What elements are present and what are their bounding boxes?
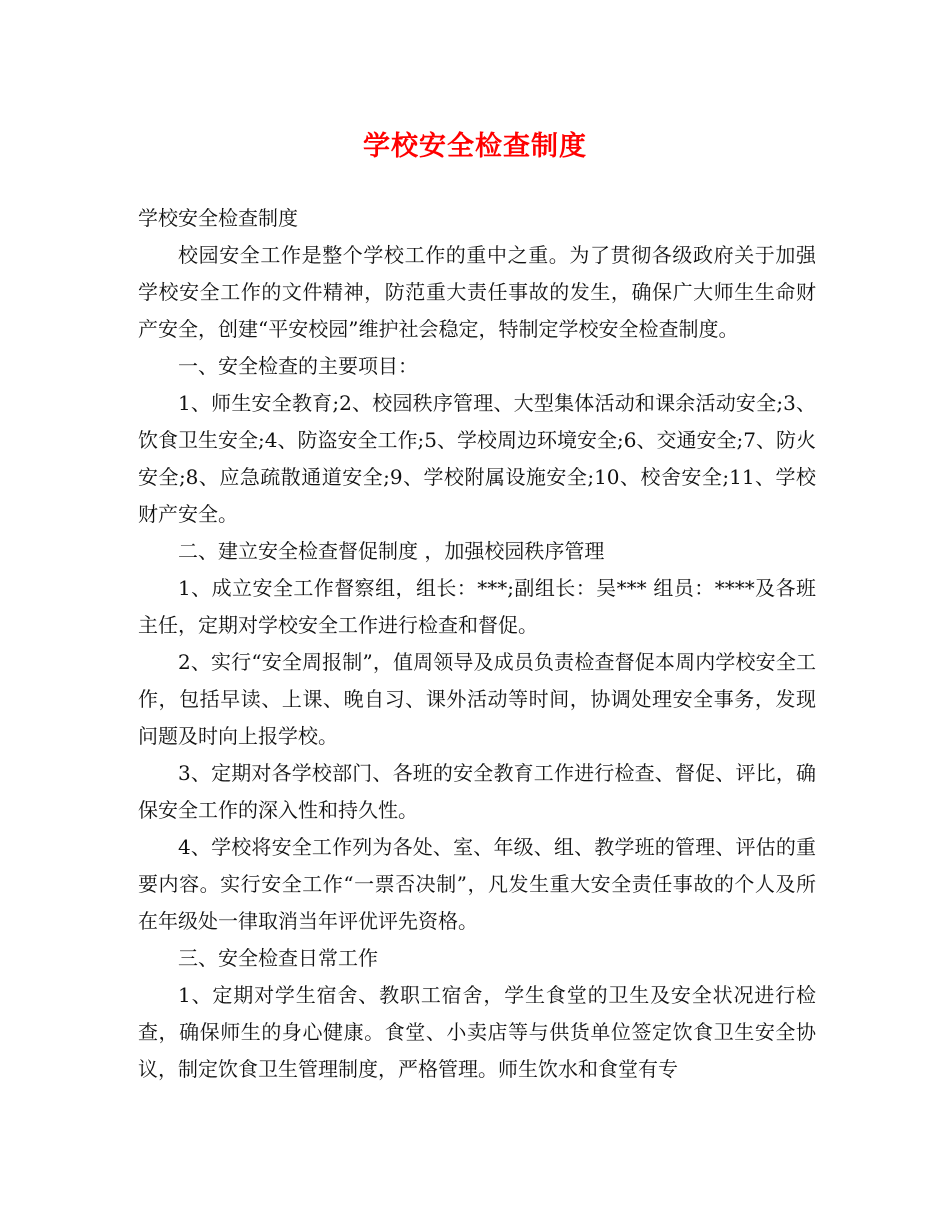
document-body: [138, 200, 816, 1088]
paragraph-intro: 校园安全工作是整个学校工作的重中之重。为了贯彻各级政府关于加强学校安全工作的文件精神，防范重大责任事故的发生，确保广大师生生命财产安全，创建“平安校园”维护社会稳定，特制定学校安全检查制度。: [138, 243, 816, 341]
section-heading-1: 一、安全检查的主要项目：: [178, 354, 418, 378]
paragraph-item: 4、学校将安全工作列为各处、室、年级、组、教学班的管理、评估的重要内容。实行安全工作“一票否决制”，凡发生重大安全责任事故的个人及所在年级处一律取消当年评优评先资格。: [138, 835, 816, 933]
paragraph-item: 3、定期对各学校部门、各班的安全教育工作进行检查、督促、评比，确保安全工作的深入性和持久性。: [138, 761, 816, 822]
paragraph-inspection-items: 1、师生安全教育;2、校园秩序管理、大型集体活动和课余活动安全;3、饮食卫生安全;4、防盗安全工作;5、学校周边环境安全;6、交通安全;7、防火安全;8、应急疏散通道安全;9、学校附属设施安全;10、校舍安全;11、学校财产安全。: [138, 391, 816, 526]
section-heading-2: 二、建立安全检查督促制度 ，加强校园秩序管理: [178, 539, 605, 563]
paragraph-heading: 学校安全检查制度: [138, 206, 298, 230]
paragraph-item: 2、实行“安全周报制”，值周领导及成员负责检查督促本周内学校安全工作，包括早读、上课、晚自习、课外活动等时间，协调处理安全事务，发现问题及时向上报学校。: [138, 650, 816, 748]
paragraph-item: 1、成立安全工作督察组，组长：***;副组长：吴*** 组员：****及各班主任，定期对学校安全工作进行检查和督促。: [138, 576, 816, 637]
paragraph-item: 1、定期对学生宿舍、教职工宿舍，学生食堂的卫生及安全状况进行检查，确保师生的身心健康。食堂、小卖店等与供货单位签定饮食卫生安全协议，制定饮食卫生管理制度，严格管理。师生饮水和食堂有专: [138, 983, 816, 1081]
section-heading-3: 三、安全检查日常工作: [178, 946, 378, 970]
document-title: 学校安全检查制度: [363, 131, 587, 162]
